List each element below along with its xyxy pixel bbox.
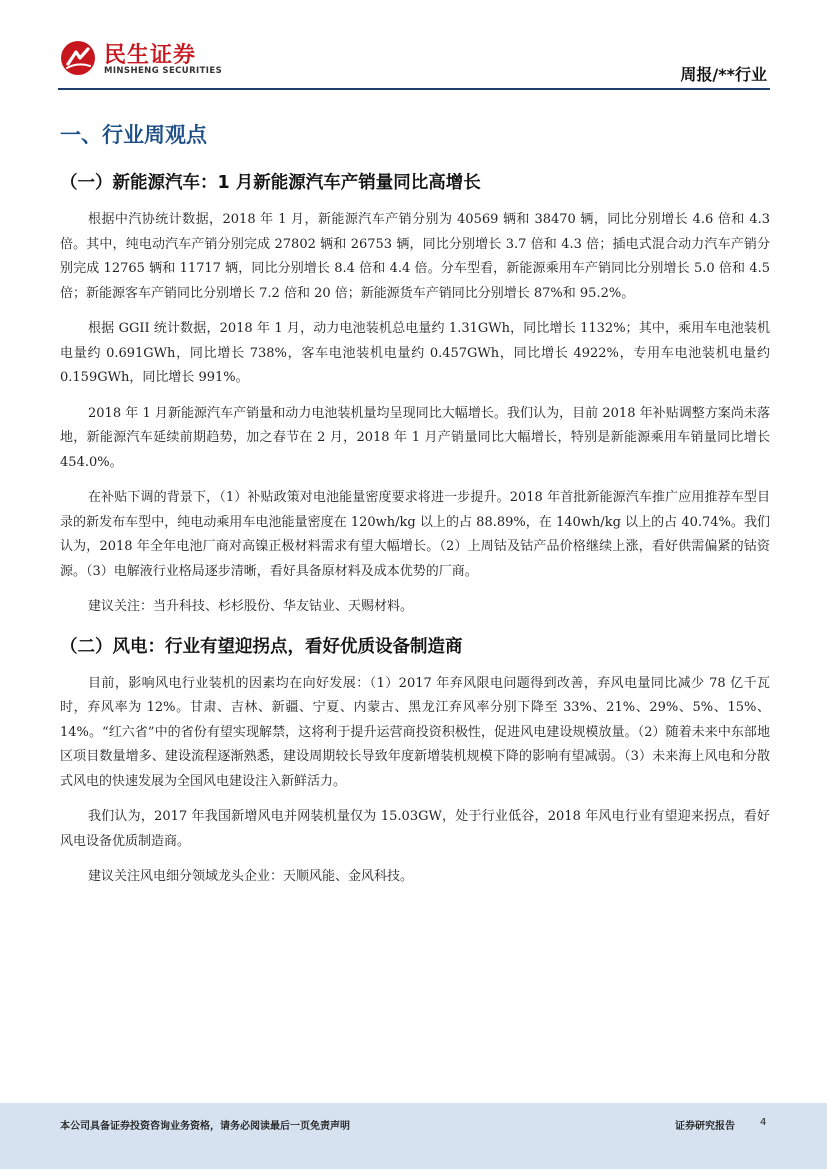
- paragraph: 在补贴下调的背景下，（1）补贴政策对电池能量密度要求将进一步提升。2018 年首批新能源汽车推广应用推荐车型目录的新发布车型中，纯电动乘用车电池能量密度在 120wh/kg 以上的占 88.89%，在 140wh/kg 以上的占 40.74%。我们认为，2018 年全年电池厂商对高镍正极材料需求有望大幅增长。（2）上周钴及钴产品价格继续上涨，看好供需偏紧的钴资源。（3）电解液行业格局逐步清晰，看好具备原材料及成本优势的厂商。: [60, 490, 770, 579]
- footer-disclaimer: 本公司具备证券投资咨询业务资格，请务必阅读最后一页免责声明: [60, 1121, 350, 1132]
- paragraph: 2018 年 1 月新能源汽车产销量和动力电池装机量均呈现同比大幅增长。我们认为，目前 2018 年补贴调整方案尚未落地，新能源汽车延续前期趋势，加之春节在 2 月，2018 年 1 月产销量同比大幅增长，特别是新能源乘用车销量同比增长 454.0%。: [60, 405, 770, 470]
- page-header: [0, 0, 827, 92]
- subsection-title-wind: （二）风电：行业有望迎拐点，看好优质设备制造商: [60, 636, 463, 657]
- logo-english-name: MINSHENG SECURITIES: [104, 66, 223, 76]
- logo-chinese-name: 民生证券: [104, 43, 197, 68]
- minsheng-logo-icon: [60, 40, 96, 76]
- page-footer: [0, 1103, 827, 1169]
- recommendation-wind: 建议关注风电细分领域龙头企业：天顺风能、金风科技。: [88, 869, 414, 884]
- report-body: [60, 120, 770, 890]
- paragraph: 根据 GGII 统计数据，2018 年 1 月，动力电池装机总电量约 1.31GWh，同比增长 1132%；其中，乘用车电池装机电量约 0.691GWh，同比增长 738%，客车电池装机电量约 0.457GWh，同比增长 4922%，专用车电池装机电量约 0.159GWh，同比增长 991%。: [60, 321, 770, 385]
- subsection-title-nev: （一）新能源汽车：1 月新能源汽车产销量同比高增长: [60, 173, 481, 193]
- paragraph: 根据中汽协统计数据，2018 年 1 月，新能源汽车产销分别为 40569 辆和 38470 辆，同比分别增长 4.6 倍和 4.3 倍。其中，纯电动汽车产销分别完成 27802 辆和 26753 辆，同比分别增长 3.7 倍和 4.3 倍；插电式混合动力汽车产销分别完成 12765 辆和 11717 辆，同比分别增长 8.4 倍和 4.4 倍。分车型看，新能源乘用车产销同比分别增长 5.0 倍和 4.5 倍；新能源客车产销同比分别增长 7.2 倍和 20 倍；新能源货车产销同比分别增长 87%和 95.2%。: [60, 212, 770, 301]
- section-title: 一、行业周观点: [60, 123, 207, 147]
- paragraph: 目前，影响风电行业装机的因素均在向好发展：（1）2017 年弃风限电问题得到改善，弃风电量同比减少 78 亿千瓦时，弃风率为 12%。甘肃、吉林、新疆、宁夏、内蒙古、黑龙江弃风率分别下降至 33%、21%、29%、5%、15%、14%。“红六省”中的省份有望实现解禁，这将利于提升运营商投资积极性，促进风电建设规模放量。（2）随着未来中东部地区项目数量增多、建设流程逐渐熟悉，建设周期较长导致年度新增装机规模下降的影响有望减弱。（3）未来海上风电和分散式风电的快速发展为全国风电建设注入新鲜活力。: [60, 675, 770, 789]
- report-type-label: 周报/**行业: [680, 65, 767, 84]
- paragraph: 我们认为，2017 年我国新增风电并网装机量仅为 15.03GW，处于行业低谷，2018 年风电行业有望迎来拐点，看好风电设备优质制造商。: [60, 809, 770, 849]
- recommendation-nev: 建议关注：当升科技、杉杉股份、华友钴业、天赐材料。: [88, 599, 414, 614]
- page-number: 4: [760, 1117, 767, 1128]
- footer-report-label: 证券研究报告: [675, 1121, 735, 1132]
- header-divider: [58, 88, 770, 90]
